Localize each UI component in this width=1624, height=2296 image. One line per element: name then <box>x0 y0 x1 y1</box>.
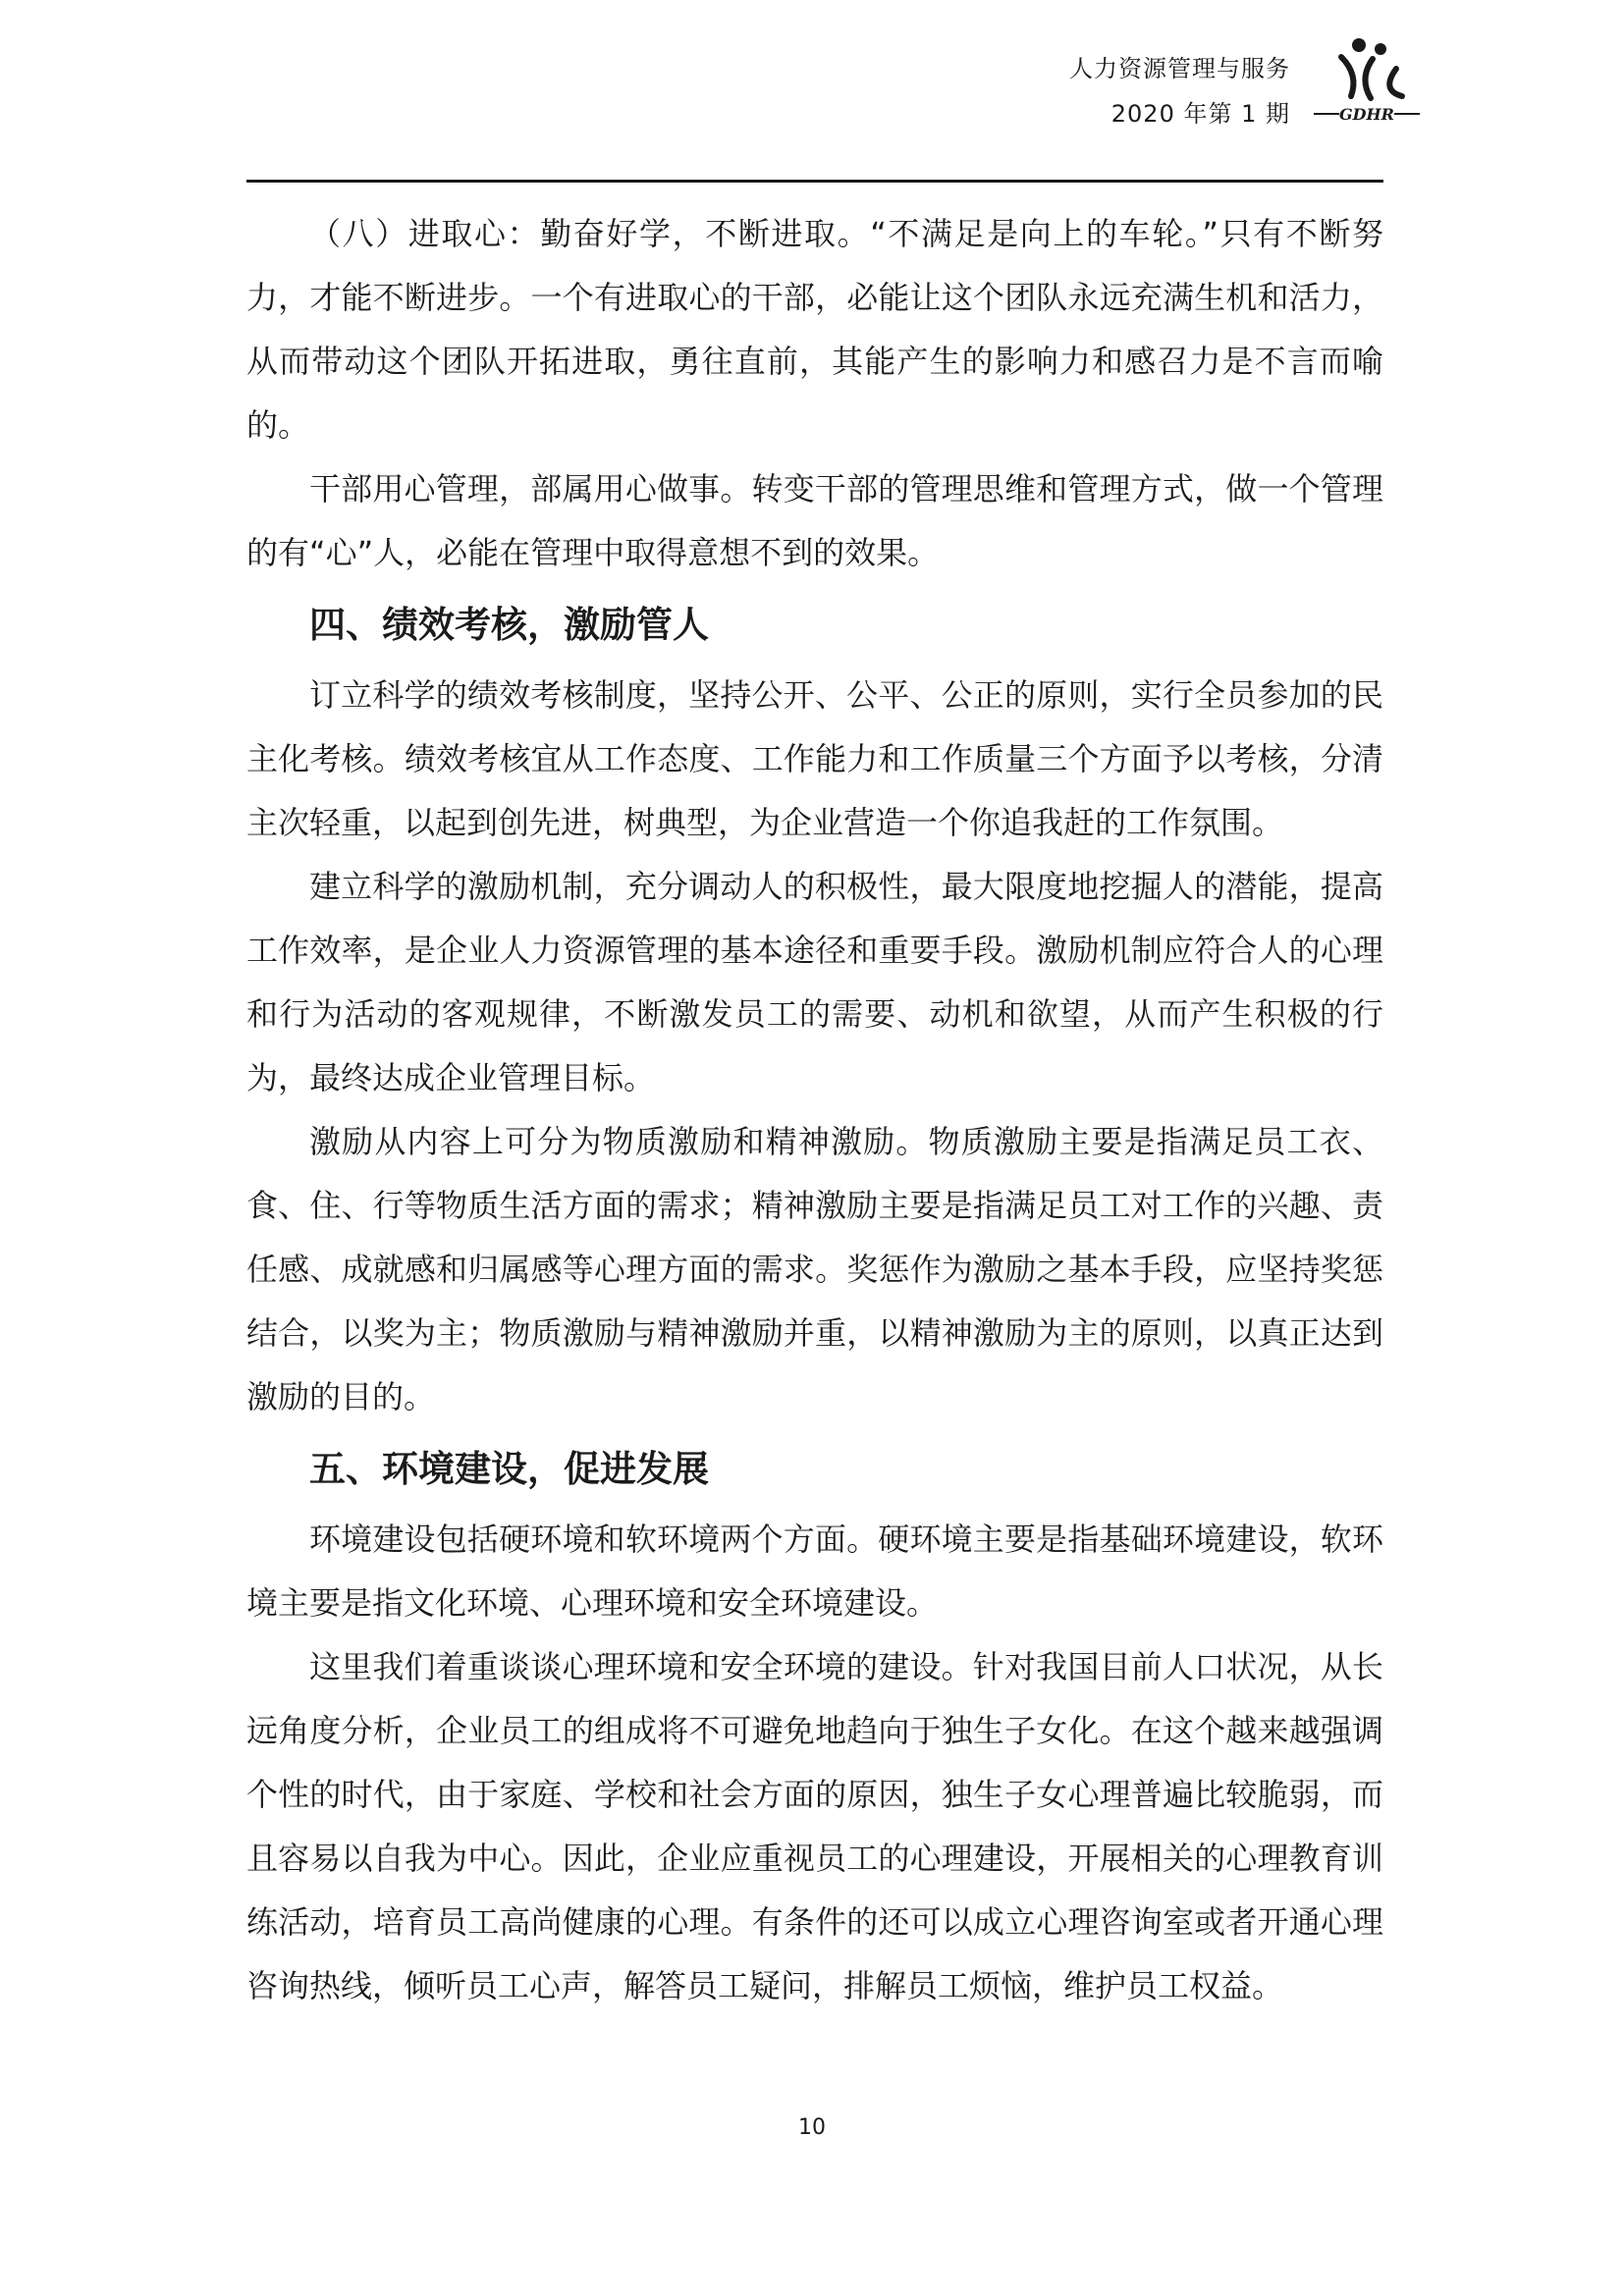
journal-title: 人力资源管理与服务 <box>1069 55 1290 82</box>
section-heading-5: 五、环境建设，促进发展 <box>309 1448 709 1490</box>
page-number: 10 <box>798 2115 826 2140</box>
page-header <box>0 0 1624 187</box>
gdhr-logo <box>1312 35 1422 133</box>
paragraph-5: 激励从内容上可分为物质激励和精神激励。物质激励主要是指满足员工衣、食、住、行等物质生活方面的需求；精神激励主要是指满足员工对工作的兴趣、责任感、成就感和归属感等心理方面的需求。奖惩作为激励之基本手段，应坚持奖惩结合，以奖为主；物质激励与精神激励并重，以精神激励为主的原则，以真正达到激励的目的。 <box>246 1123 1383 1415</box>
section-heading-4: 四、绩效考核，激励管人 <box>309 604 709 646</box>
paragraph-3: 订立科学的绩效考核制度，坚持公开、公平、公正的原则，实行全员参加的民主化考核。绩效考核宜从工作态度、工作能力和工作质量三个方面予以考核，分清主次轻重，以起到创先进，树典型，为企业营造一个你追我赶的工作氛围。 <box>246 676 1383 841</box>
gdhr-logo-icon <box>1312 35 1422 133</box>
paragraph-4: 建立科学的激励机制，充分调动人的积极性，最大限度地挖掘人的潜能，提高工作效率，是企业人力资源管理的基本途径和重要手段。激励机制应符合人的心理和行为活动的客观规律，不断激发员工的需要、动机和欲望，从而产生积极的行为，最终达成企业管理目标。 <box>246 868 1383 1096</box>
logo-text: GDHR <box>1339 105 1394 124</box>
paragraph-2: 干部用心管理，部属用心做事。转变干部的管理思维和管理方式，做一个管理的有“心”人，必能在管理中取得意想不到的效果。 <box>246 470 1383 571</box>
article-body <box>246 202 1383 2018</box>
paragraph-7: 这里我们着重谈谈心理环境和安全环境的建设。针对我国目前人口状况，从长远角度分析，企业员工的组成将不可避免地趋向于独生子女化。在这个越来越强调个性的时代，由于家庭、学校和社会方面的原因，独生子女心理普遍比较脆弱，而且容易以自我为中心。因此，企业应重视员工的心理建设，开展相关的心理教育训练活动，培育员工高尚健康的心理。有条件的还可以成立心理咨询室或者开通心理咨询热线，倾听员工心声，解答员工疑问，排解员工烦恼，维护员工权益。 <box>246 1648 1383 2004</box>
paragraph-1: （八）进取心：勤奋好学，不断进取。“不满足是向上的车轮。”只有不断努力，才能不断进步。一个有进取心的干部，必能让这个团队永远充满生机和活力，从而带动这个团队开拓进取，勇往直前，其能产生的影响力和感召力是不言而喻的。 <box>246 215 1383 444</box>
paragraph-6: 环境建设包括硬环境和软环境两个方面。硬环境主要是指基础环境建设，软环境主要是指文化环境、心理环境和安全环境建设。 <box>246 1521 1383 1622</box>
journal-issue: 2020 年第 1 期 <box>1110 100 1290 128</box>
header-rule <box>246 180 1383 183</box>
